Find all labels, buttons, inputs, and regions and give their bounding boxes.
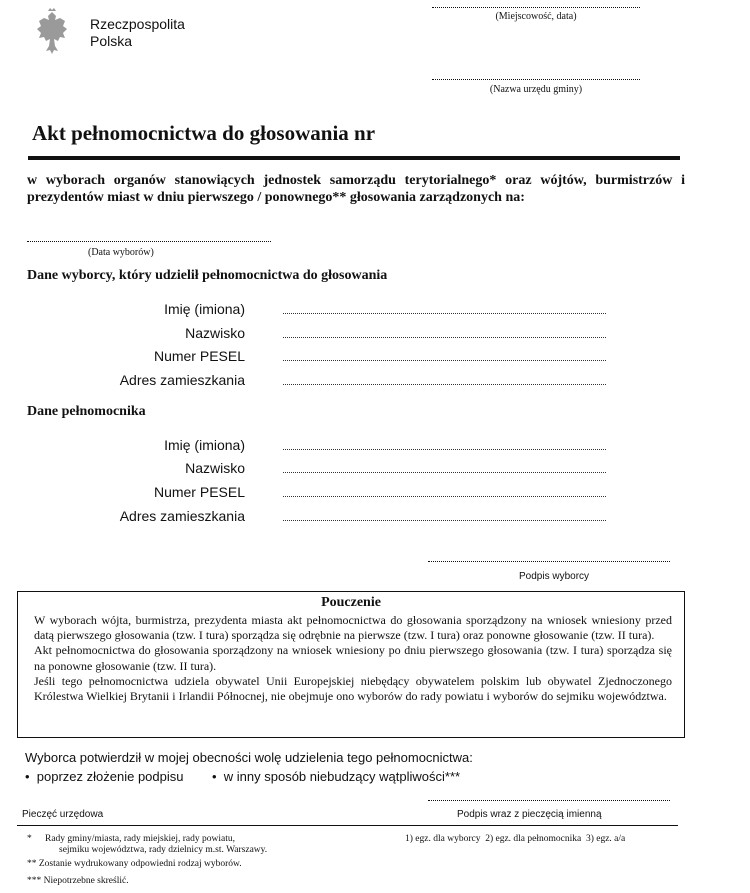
office-line[interactable]	[432, 72, 640, 80]
country-line2: Polska	[90, 33, 133, 49]
footnote-2: ** Zostanie wydrukowany odpowiedni rodzaj wyborów.	[27, 859, 242, 869]
proxy-section-heading: Dane pełnomocnika	[27, 404, 146, 419]
voter-section-heading: Dane wyborcy, który udzielił pełnomocnictwa do głosowania	[27, 268, 388, 283]
eagle-emblem-icon	[32, 8, 72, 58]
bullet-icon: •	[212, 769, 224, 784]
notice-paragraph-2: Akt pełnomocnictwa do głosowania sporządzony na wniosek wniesiony po dniu pierwszego głosowania (tzw. I tura) sporządza się na ponowne głosowanie (tzw. II tura).	[34, 643, 672, 673]
voter-signature-caption: Podpis wyborcy	[519, 571, 590, 582]
proxy-first-name-label: Imię (imiona)	[164, 437, 245, 453]
country-name	[90, 16, 185, 50]
notice-title: Pouczenie	[321, 595, 381, 610]
voter-signature-line[interactable]	[428, 554, 670, 562]
confirmation-text: Wyborca potwierdził w mojej obecności wolę udzielenia tego pełnomocnictwa:	[25, 750, 473, 765]
bullet-icon: •	[25, 769, 37, 784]
proxy-pesel-label: Numer PESEL	[153, 484, 245, 500]
notice-body	[34, 613, 672, 704]
place-date-line[interactable]	[432, 0, 640, 8]
official-signature-line[interactable]	[428, 793, 670, 801]
footnote-1-mark: *	[27, 834, 32, 844]
voter-pesel-label: Numer PESEL	[153, 348, 245, 364]
country-line1: Rzeczpospolita	[90, 16, 185, 32]
voter-address-label: Adres zamieszkania	[119, 372, 245, 388]
proxy-surname-field[interactable]	[283, 464, 606, 473]
voter-first-name-label: Imię (imiona)	[164, 301, 245, 317]
footer-rule	[17, 825, 678, 826]
voter-surname-field[interactable]	[283, 329, 606, 338]
official-signature-caption: Podpis wraz z pieczęcią imienną	[457, 809, 602, 820]
election-date-line[interactable]	[27, 234, 271, 242]
notice-paragraph-3: Jeśli tego pełnomocnictwa udziela obywatel Unii Europejskiej niebędący obywatelem polskim lub obywatel Zjednoczonego Królestwa Wielkiej Brytanii i Irlandii Północnej, nie obejmuje ono wyborów do rady powiatu i wyborów do sejmiku województwa.	[34, 673, 672, 704]
confirmation-option-signature[interactable]	[25, 769, 184, 784]
election-date-caption: (Data wyborów)	[88, 247, 154, 258]
page-title: Akt pełnomocnictwa do głosowania nr	[32, 121, 376, 145]
notice-paragraph-1: W wyborach wójta, burmistrza, prezydenta miasta akt pełnomocnictwa do głosowania sporządzony na wniosek wniesiony przed datą pierwszego głosowania (tzw. I tura) sporządza się odrębnie na pierwsze (tzw. I tura) oraz ponowne głosowanie (tzw. II tura).	[34, 613, 672, 643]
voter-pesel-field[interactable]	[283, 352, 606, 361]
footnote-1	[45, 834, 267, 856]
proxy-address-field[interactable]	[283, 512, 606, 521]
stamp-caption: Pieczęć urzędowa	[22, 809, 104, 820]
title-rule	[28, 156, 680, 160]
place-date-caption: (Miejscowość, data)	[495, 11, 577, 22]
proxy-surname-label: Nazwisko	[185, 460, 245, 476]
voter-address-field[interactable]	[283, 376, 606, 385]
proxy-first-name-field[interactable]	[283, 441, 606, 450]
option-other-label: w inny sposób niebudzący wątpliwości***	[223, 769, 461, 784]
proxy-pesel-field[interactable]	[283, 488, 606, 497]
voter-first-name-field[interactable]	[283, 305, 606, 314]
option-signature-label: poprzez złożenie podpisu	[36, 769, 184, 784]
intro-text: w wyborach organów stanowiących jednostek samorządu terytorialnego* oraz wójtów, burmistrzów i prezydentów miast w dniu pierwszego / ponownego** głosowania zarządzonych na:	[27, 173, 685, 205]
notice-box	[17, 591, 685, 738]
confirmation-option-other[interactable]	[212, 769, 460, 784]
copies-note: 1) egz. dla wyborcy 2) egz. dla pełnomocnika 3) egz. a/a	[405, 834, 626, 844]
footnote-3: *** Niepotrzebne skreślić.	[27, 876, 129, 886]
footnote-1-line1: Rady gminy/miasta, rady miejskiej, rady powiatu,	[45, 834, 235, 844]
voter-surname-label: Nazwisko	[185, 325, 245, 341]
office-caption: (Nazwa urzędu gminy)	[489, 84, 583, 95]
footnote-1-line2: sejmiku województwa, rady dzielnicy m.st. Warszawy.	[59, 845, 268, 855]
proxy-address-label: Adres zamieszkania	[119, 508, 245, 524]
